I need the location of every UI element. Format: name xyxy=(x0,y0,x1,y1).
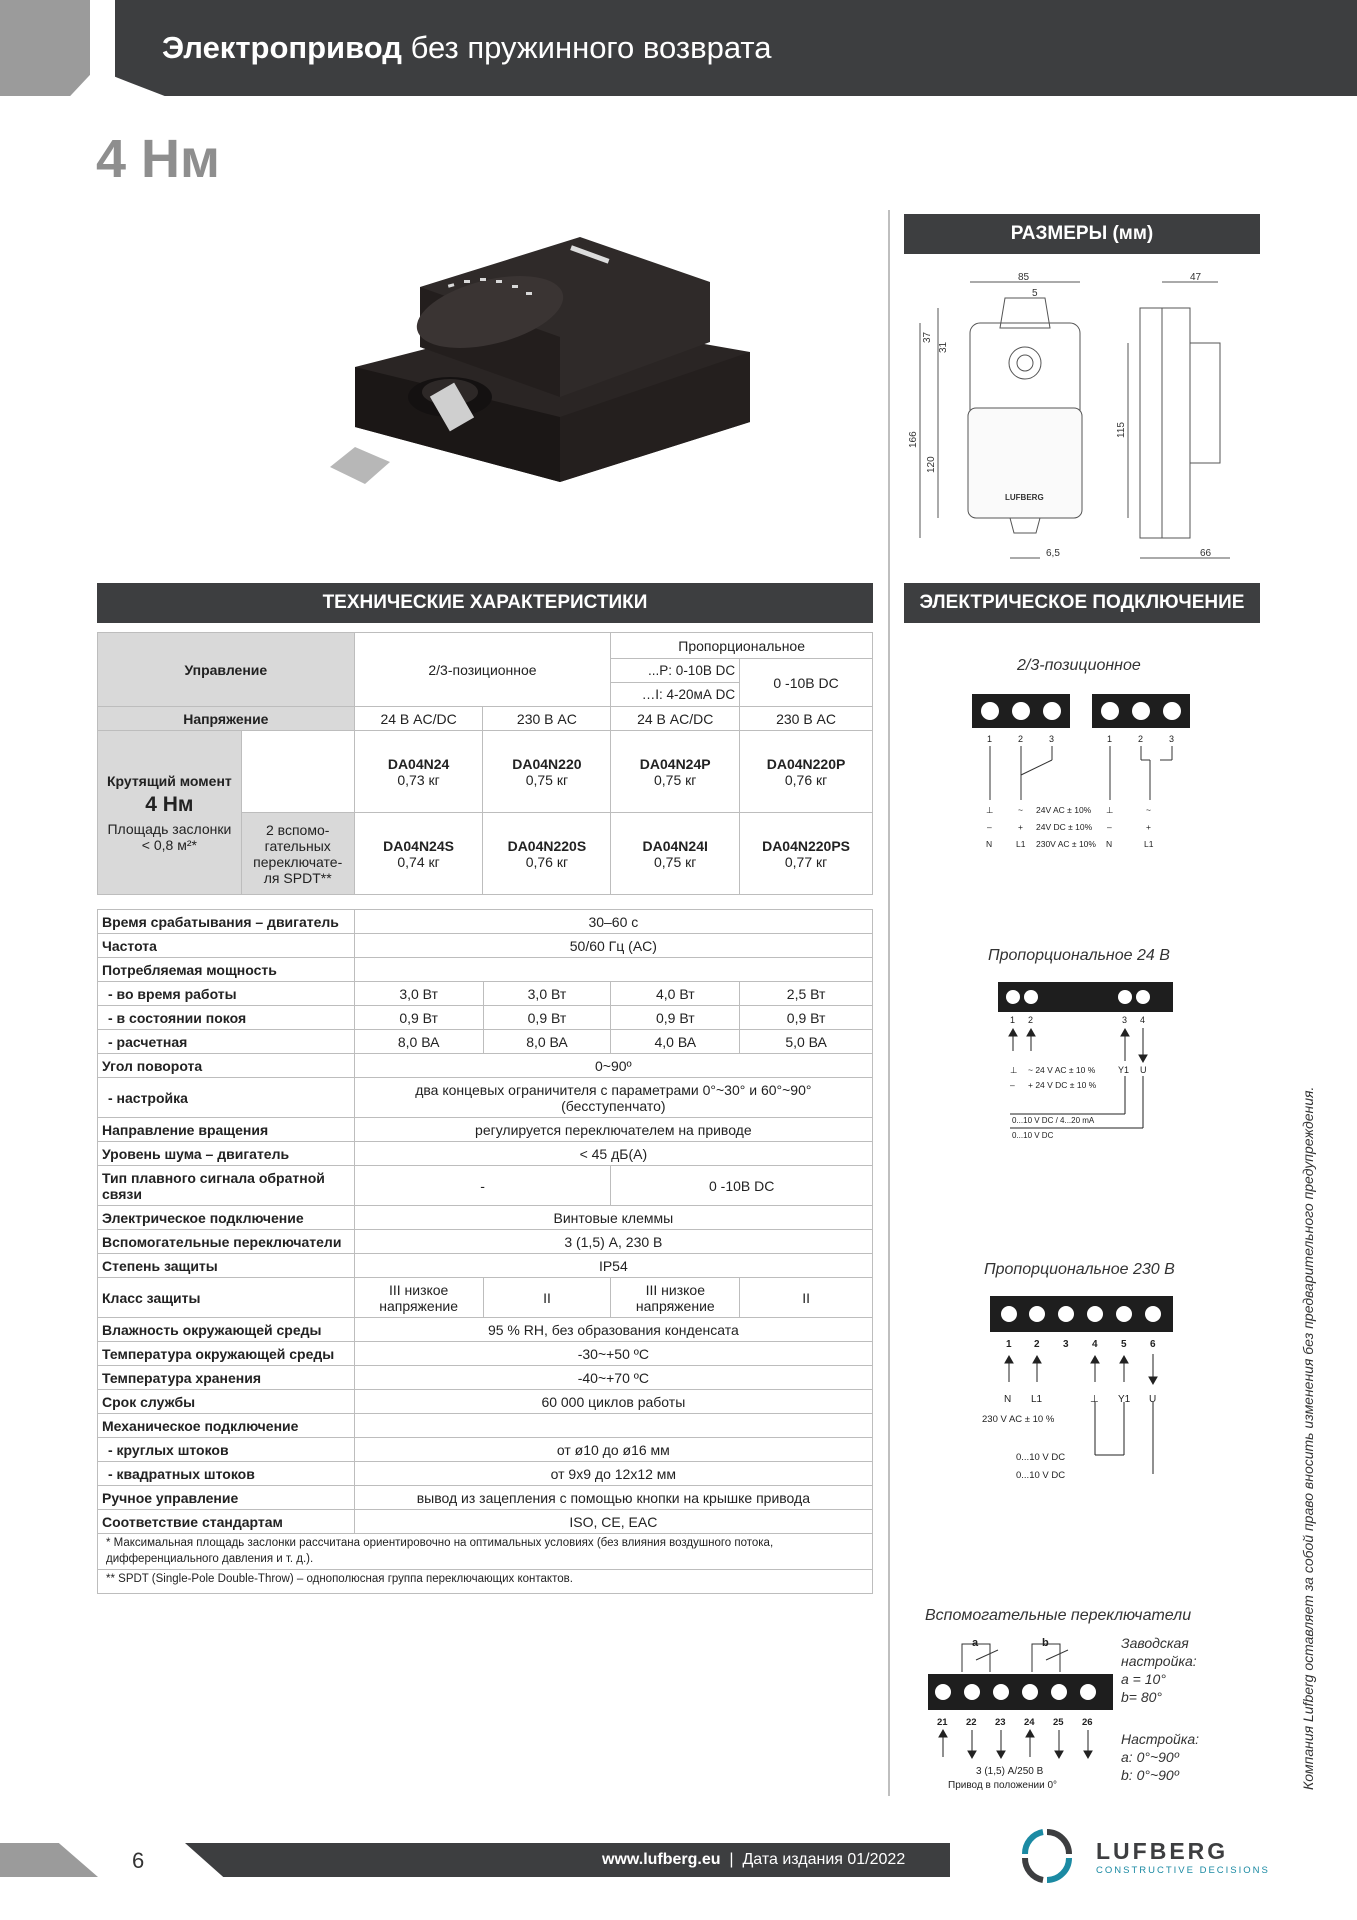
p24-s1: 0...10 V DC / 4...20 mA xyxy=(1012,1116,1095,1125)
w23-num: 1 xyxy=(987,734,993,744)
aux-switch-label: 2 вспомо-гательных переключате-ля SPDT** xyxy=(241,813,354,895)
model-weight: 0,74 кг xyxy=(397,853,440,870)
model-name: DA04N24 xyxy=(387,755,450,772)
control-prop-dc: 0 -10B DC xyxy=(740,659,873,707)
model-name: DA04N220 xyxy=(512,755,582,772)
model-name: DA04N24I xyxy=(642,837,708,854)
model-cell xyxy=(611,731,740,813)
footer-site-link[interactable]: www.lufberg.eu xyxy=(602,1851,721,1868)
footer-text xyxy=(602,1851,905,1869)
model-cell xyxy=(740,731,873,813)
row-value xyxy=(354,1414,872,1438)
dim-37: 37 xyxy=(922,331,933,343)
voltage-cell: 24 В AC/DC xyxy=(611,707,740,731)
aux-num: 21 xyxy=(937,1717,948,1728)
table-row xyxy=(98,1486,873,1510)
row-label: Температура хранения xyxy=(98,1366,355,1390)
table-row xyxy=(98,1366,873,1390)
row-value: от ø10 до ø16 мм xyxy=(354,1438,872,1462)
p230-label: N xyxy=(1004,1394,1012,1405)
aux-fb: b= 80° xyxy=(1121,1689,1163,1705)
row-value: 0,9 Вт xyxy=(611,1006,740,1030)
table-row xyxy=(98,982,873,1006)
table-row xyxy=(98,1278,873,1318)
dim-logo: LUFBERG xyxy=(1005,493,1044,502)
model-weight: 0,75 кг xyxy=(654,771,697,788)
row-value: 60 000 циклов работы xyxy=(354,1390,872,1414)
row-value: -40~+70 ºС xyxy=(354,1366,872,1390)
voltage-cell: 230 В AC xyxy=(483,707,611,731)
control-prop-p: ...P: 0-10B DC xyxy=(611,659,740,683)
model-weight: 0,76 кг xyxy=(784,771,828,788)
table-row xyxy=(98,1078,873,1118)
row-label: - расчетная xyxy=(98,1030,355,1054)
aux-num: 22 xyxy=(966,1717,977,1728)
w23-num: 3 xyxy=(1049,734,1055,744)
row-label: Уровень шума – двигатель xyxy=(98,1142,355,1166)
blank-cell xyxy=(241,731,354,813)
p230-s1: 0...10 V DC xyxy=(1016,1452,1066,1463)
w23-label: L1 xyxy=(1016,839,1026,849)
lufberg-tagline: CONSTRUCTIVE DECISIONS xyxy=(1096,1865,1270,1876)
w23-label: ⊥ xyxy=(986,805,994,815)
p230-s2: 0...10 V DC xyxy=(1016,1470,1066,1481)
model-name: DA04N24P xyxy=(639,755,711,772)
model-cell xyxy=(354,731,483,813)
header-title-bold: Электропривод xyxy=(162,30,402,65)
row-value: II xyxy=(740,1278,873,1318)
aux-num: 24 xyxy=(1024,1717,1035,1728)
model-weight: 0,75 кг xyxy=(525,771,569,788)
p230-label: L1 xyxy=(1031,1394,1043,1405)
p24-num: 4 xyxy=(1140,1015,1146,1025)
model-name: DA04N220S xyxy=(507,837,587,854)
table-row xyxy=(98,1462,873,1486)
dim-31: 31 xyxy=(938,341,949,353)
aux-factory-block xyxy=(1121,1634,1231,1706)
p24-s2: 0...10 V DC xyxy=(1012,1131,1054,1140)
w23-label: L1 xyxy=(1144,839,1154,849)
row-value: два концевых ограничителя с параметрами 0°~30° и 60°~90° (бесступенчато) xyxy=(354,1078,872,1118)
p230-num: 1 xyxy=(1006,1339,1012,1350)
specs-main-table xyxy=(97,909,873,1594)
row-label: - в состоянии покоя xyxy=(98,1006,355,1030)
row-value: 3 (1,5) А, 230 В xyxy=(354,1230,872,1254)
torque-value: 4 Нм xyxy=(145,792,194,816)
wiring-23-diagram xyxy=(960,690,1220,860)
p230-num: 2 xyxy=(1034,1339,1040,1350)
footer-corner-grey xyxy=(0,1843,98,1877)
footer-date: Дата издания 01/2022 xyxy=(742,1851,906,1868)
row-label: Температура окружающей среды xyxy=(98,1342,355,1366)
table-row xyxy=(98,1142,873,1166)
electrical-heading: ЭЛЕКТРИЧЕСКОЕ ПОДКЛЮЧЕНИЕ xyxy=(904,583,1260,623)
specs-top-table xyxy=(97,632,873,895)
row-value: 4,0 Вт xyxy=(611,982,740,1006)
row-value: ISO, CE, EAC xyxy=(354,1510,872,1534)
table-row xyxy=(98,910,873,934)
p24-y1: Y1 xyxy=(1118,1065,1130,1075)
row-value: < 45 дБ(А) xyxy=(354,1142,872,1166)
p24-u: U xyxy=(1140,1065,1147,1075)
row-value: 0 -10В DC xyxy=(611,1166,873,1206)
row-value: от 9х9 до 12х12 мм xyxy=(354,1462,872,1486)
p230-label: ⊥ xyxy=(1090,1394,1099,1405)
dim-6-5: 6,5 xyxy=(1046,548,1060,559)
w23-label: 24V AC ± 10% xyxy=(1036,805,1092,815)
model-cell xyxy=(483,813,611,895)
row-value: II xyxy=(483,1278,611,1318)
row-value: вывод из зацепления с помощью кнопки на крышке привода xyxy=(354,1486,872,1510)
p230-label: Y1 xyxy=(1118,1394,1131,1405)
model-weight: 0,77 кг xyxy=(784,853,828,870)
w23-label: + xyxy=(1018,822,1023,832)
wiring-23-title: 2/3-позиционное xyxy=(1017,657,1141,674)
side-disclaimer: Компания Lufberg оставляет за собой право вносить изменения без предварительного предупреждения. xyxy=(1300,1086,1316,1790)
p230-num: 6 xyxy=(1150,1339,1156,1350)
row-value: 95 % RH, без образования конденсата xyxy=(354,1318,872,1342)
row-value: 8,0 ВА xyxy=(354,1030,483,1054)
dim-120: 120 xyxy=(926,456,937,473)
table-row xyxy=(98,1166,873,1206)
wiring-prop230-title: Пропорциональное 230 В xyxy=(984,1261,1175,1278)
row-value: регулируется переключателем на приводе xyxy=(354,1118,872,1142)
torque-label: Крутящий момент xyxy=(106,772,232,789)
w23-label: – xyxy=(987,822,992,832)
model-weight: 0,75 кг xyxy=(654,853,697,870)
row-value: - xyxy=(354,1166,611,1206)
table-row xyxy=(98,1390,873,1414)
dim-d5: 5 xyxy=(1032,288,1038,299)
w23-num: 3 xyxy=(1169,734,1175,744)
row-label: Влажность окружающей среды xyxy=(98,1318,355,1342)
row-value: 0,9 Вт xyxy=(483,1006,611,1030)
row-label: - во время работы xyxy=(98,982,355,1006)
w23-label: ~ xyxy=(1018,805,1023,815)
row-value: 3,0 Вт xyxy=(483,982,611,1006)
p230-label: U xyxy=(1149,1394,1157,1405)
p24-num: 2 xyxy=(1028,1015,1034,1025)
control-prop: Пропорциональное xyxy=(611,633,873,659)
w23-num: 2 xyxy=(1138,734,1144,744)
aux-a: a xyxy=(972,1637,979,1649)
lufberg-logo-icon xyxy=(1020,1826,1074,1886)
table-row xyxy=(98,1206,873,1230)
row-value: 3,0 Вт xyxy=(354,982,483,1006)
row-value: 2,5 Вт xyxy=(740,982,873,1006)
wiring-aux-title: Вспомогательные переключатели xyxy=(925,1607,1192,1624)
footnote-2: ** SPDT (Single-Pole Double-Throw) – однополюсная группа переключающих контактов. xyxy=(97,1570,873,1594)
row-label: Время срабатывания – двигатель xyxy=(98,910,355,934)
dim-85: 85 xyxy=(1018,272,1030,283)
row-label: Направление вращения xyxy=(98,1118,355,1142)
row-label: Частота xyxy=(98,934,355,958)
row-label: Класс защиты xyxy=(98,1278,355,1318)
w23-label: 230V AC ± 10% xyxy=(1036,839,1096,849)
dimensions-drawing xyxy=(900,268,1260,568)
table-row xyxy=(98,1230,873,1254)
aux-num: 26 xyxy=(1082,1717,1093,1728)
p24-l1: ⊥ xyxy=(1010,1065,1018,1075)
row-label: Соответствие стандартам xyxy=(98,1510,355,1534)
row-value: 50/60 Гц (AC) xyxy=(354,934,872,958)
w23-label: N xyxy=(986,839,993,849)
p24-num: 3 xyxy=(1122,1015,1128,1025)
header-corner-grey xyxy=(0,0,90,96)
table-row xyxy=(98,1342,873,1366)
table-row xyxy=(98,1006,873,1030)
aux-fa: a = 10° xyxy=(1121,1671,1166,1687)
header-title xyxy=(162,30,772,66)
model-name: DA04N220P xyxy=(766,755,846,772)
row-value: 0,9 Вт xyxy=(354,1006,483,1030)
model-cell xyxy=(354,813,483,895)
wiring-prop24-diagram xyxy=(990,978,1190,1148)
p24-l2b: + 24 V DC ± 10 % xyxy=(1028,1080,1097,1090)
row-label: - круглых штоков xyxy=(98,1438,355,1462)
voltage-label: Напряжение xyxy=(98,707,355,731)
aux-factory: Заводская настройка: xyxy=(1121,1635,1197,1669)
p230-num: 3 xyxy=(1063,1339,1069,1350)
control-23: 2/3-позиционное xyxy=(354,633,611,707)
w23-label: + xyxy=(1146,822,1151,832)
column-divider xyxy=(888,210,890,1796)
row-label: Степень защиты xyxy=(98,1254,355,1278)
row-label: Срок службы xyxy=(98,1390,355,1414)
dim-47: 47 xyxy=(1190,272,1202,283)
page-number: 6 xyxy=(132,1848,145,1873)
w23-num: 1 xyxy=(1107,734,1113,744)
row-value: Винтовые клеммы xyxy=(354,1206,872,1230)
row-value: -30~+50 ºС xyxy=(354,1342,872,1366)
voltage-cell: 230 В AC xyxy=(740,707,873,731)
model-cell xyxy=(611,813,740,895)
table-row xyxy=(98,1318,873,1342)
table-row xyxy=(98,1254,873,1278)
w23-num: 2 xyxy=(1018,734,1024,744)
row-label: Электрическое подключение xyxy=(98,1206,355,1230)
table-row xyxy=(98,1438,873,1462)
row-value xyxy=(354,958,872,982)
p24-l2: – xyxy=(1010,1080,1015,1090)
aux-rating: 3 (1,5) А/250 В xyxy=(976,1766,1044,1777)
control-prop-i: …I: 4-20мА DC xyxy=(611,683,740,707)
voltage-cell: 24 В AC/DC xyxy=(354,707,483,731)
table-row xyxy=(98,1118,873,1142)
aux-sa: a: 0°~90º xyxy=(1121,1749,1179,1765)
w23-label: N xyxy=(1106,839,1113,849)
row-value: 4,0 ВА xyxy=(611,1030,740,1054)
footer-sep: | xyxy=(729,1851,734,1868)
model-cell xyxy=(483,731,611,813)
p230-v: 230 V AC ± 10 % xyxy=(982,1414,1055,1425)
row-value: III низкое напряжение xyxy=(354,1278,483,1318)
row-label: Угол поворота xyxy=(98,1054,355,1078)
table-row xyxy=(98,1054,873,1078)
model-name: DA04N220PS xyxy=(762,837,851,854)
w23-label: ~ xyxy=(1146,805,1151,815)
dim-66: 66 xyxy=(1200,548,1212,559)
row-value: 5,0 ВА xyxy=(740,1030,873,1054)
footnote-1: * Максимальная площадь заслонки рассчитана ориентировочно на оптимальных условиях (без влияния воздушного потока, дифференциального давления и т. д.). xyxy=(97,1534,873,1570)
table-row xyxy=(98,1414,873,1438)
aux-b: b xyxy=(1042,1637,1049,1649)
row-value: 30–60 с xyxy=(354,910,872,934)
row-value: III низкое напряжение xyxy=(611,1278,740,1318)
p24-num: 1 xyxy=(1010,1015,1016,1025)
aux-num: 25 xyxy=(1053,1717,1064,1728)
row-value: 0~90º xyxy=(354,1054,872,1078)
model-weight: 0,76 кг xyxy=(525,853,569,870)
header-title-rest: без пружинного возврата xyxy=(410,30,772,65)
model-cell xyxy=(740,813,873,895)
dim-166: 166 xyxy=(908,431,919,448)
row-label: Тип плавного сигнала обратной связи xyxy=(98,1166,355,1206)
row-label: Потребляемая мощность xyxy=(98,958,355,982)
specs-heading: ТЕХНИЧЕСКИЕ ХАРАКТЕРИСТИКИ xyxy=(97,583,873,623)
table-row xyxy=(98,1510,873,1534)
p230-num: 5 xyxy=(1121,1339,1127,1350)
row-label: Механическое подключение xyxy=(98,1414,355,1438)
dim-115: 115 xyxy=(1116,422,1127,438)
torque-block xyxy=(98,731,242,895)
w23-label: – xyxy=(1107,822,1112,832)
p24-l1b: ~ 24 V AC ± 10 % xyxy=(1028,1065,1096,1075)
aux-setting-block xyxy=(1121,1730,1231,1784)
aux-sb: b: 0°~90º xyxy=(1121,1767,1179,1783)
page-title: 4 Нм xyxy=(96,129,220,189)
p230-num: 4 xyxy=(1092,1339,1098,1350)
row-value: 0,9 Вт xyxy=(740,1006,873,1030)
row-label: - квадратных штоков xyxy=(98,1462,355,1486)
model-name: DA04N24S xyxy=(383,837,454,854)
wiring-aux-diagram xyxy=(920,1632,1120,1792)
row-label: Ручное управление xyxy=(98,1486,355,1510)
dimensions-heading: РАЗМЕРЫ (мм) xyxy=(904,214,1260,254)
aux-num: 23 xyxy=(995,1717,1006,1728)
table-row xyxy=(98,1030,873,1054)
w23-label: ⊥ xyxy=(1106,805,1114,815)
row-value: 8,0 ВА xyxy=(483,1030,611,1054)
wiring-prop230-diagram xyxy=(980,1292,1180,1492)
lufberg-logo-text: LUFBERG xyxy=(1096,1838,1229,1864)
control-label: Управление xyxy=(98,633,355,707)
wiring-prop24-title: Пропорциональное 24 В xyxy=(988,947,1170,964)
actuator-product-image xyxy=(330,222,750,532)
aux-pos: Привод в положении 0° xyxy=(948,1780,1058,1791)
row-value: IP54 xyxy=(354,1254,872,1278)
aux-setting: Настройка: xyxy=(1121,1731,1200,1747)
damper-area: Площадь заслонки < 0,8 м²* xyxy=(107,820,232,853)
table-row xyxy=(98,934,873,958)
table-row xyxy=(98,958,873,982)
row-label: Вспомогательные переключатели xyxy=(98,1230,355,1254)
w23-label: 24V DC ± 10% xyxy=(1036,822,1093,832)
row-label: - настройка xyxy=(98,1078,355,1118)
model-weight: 0,73 кг xyxy=(397,771,440,788)
